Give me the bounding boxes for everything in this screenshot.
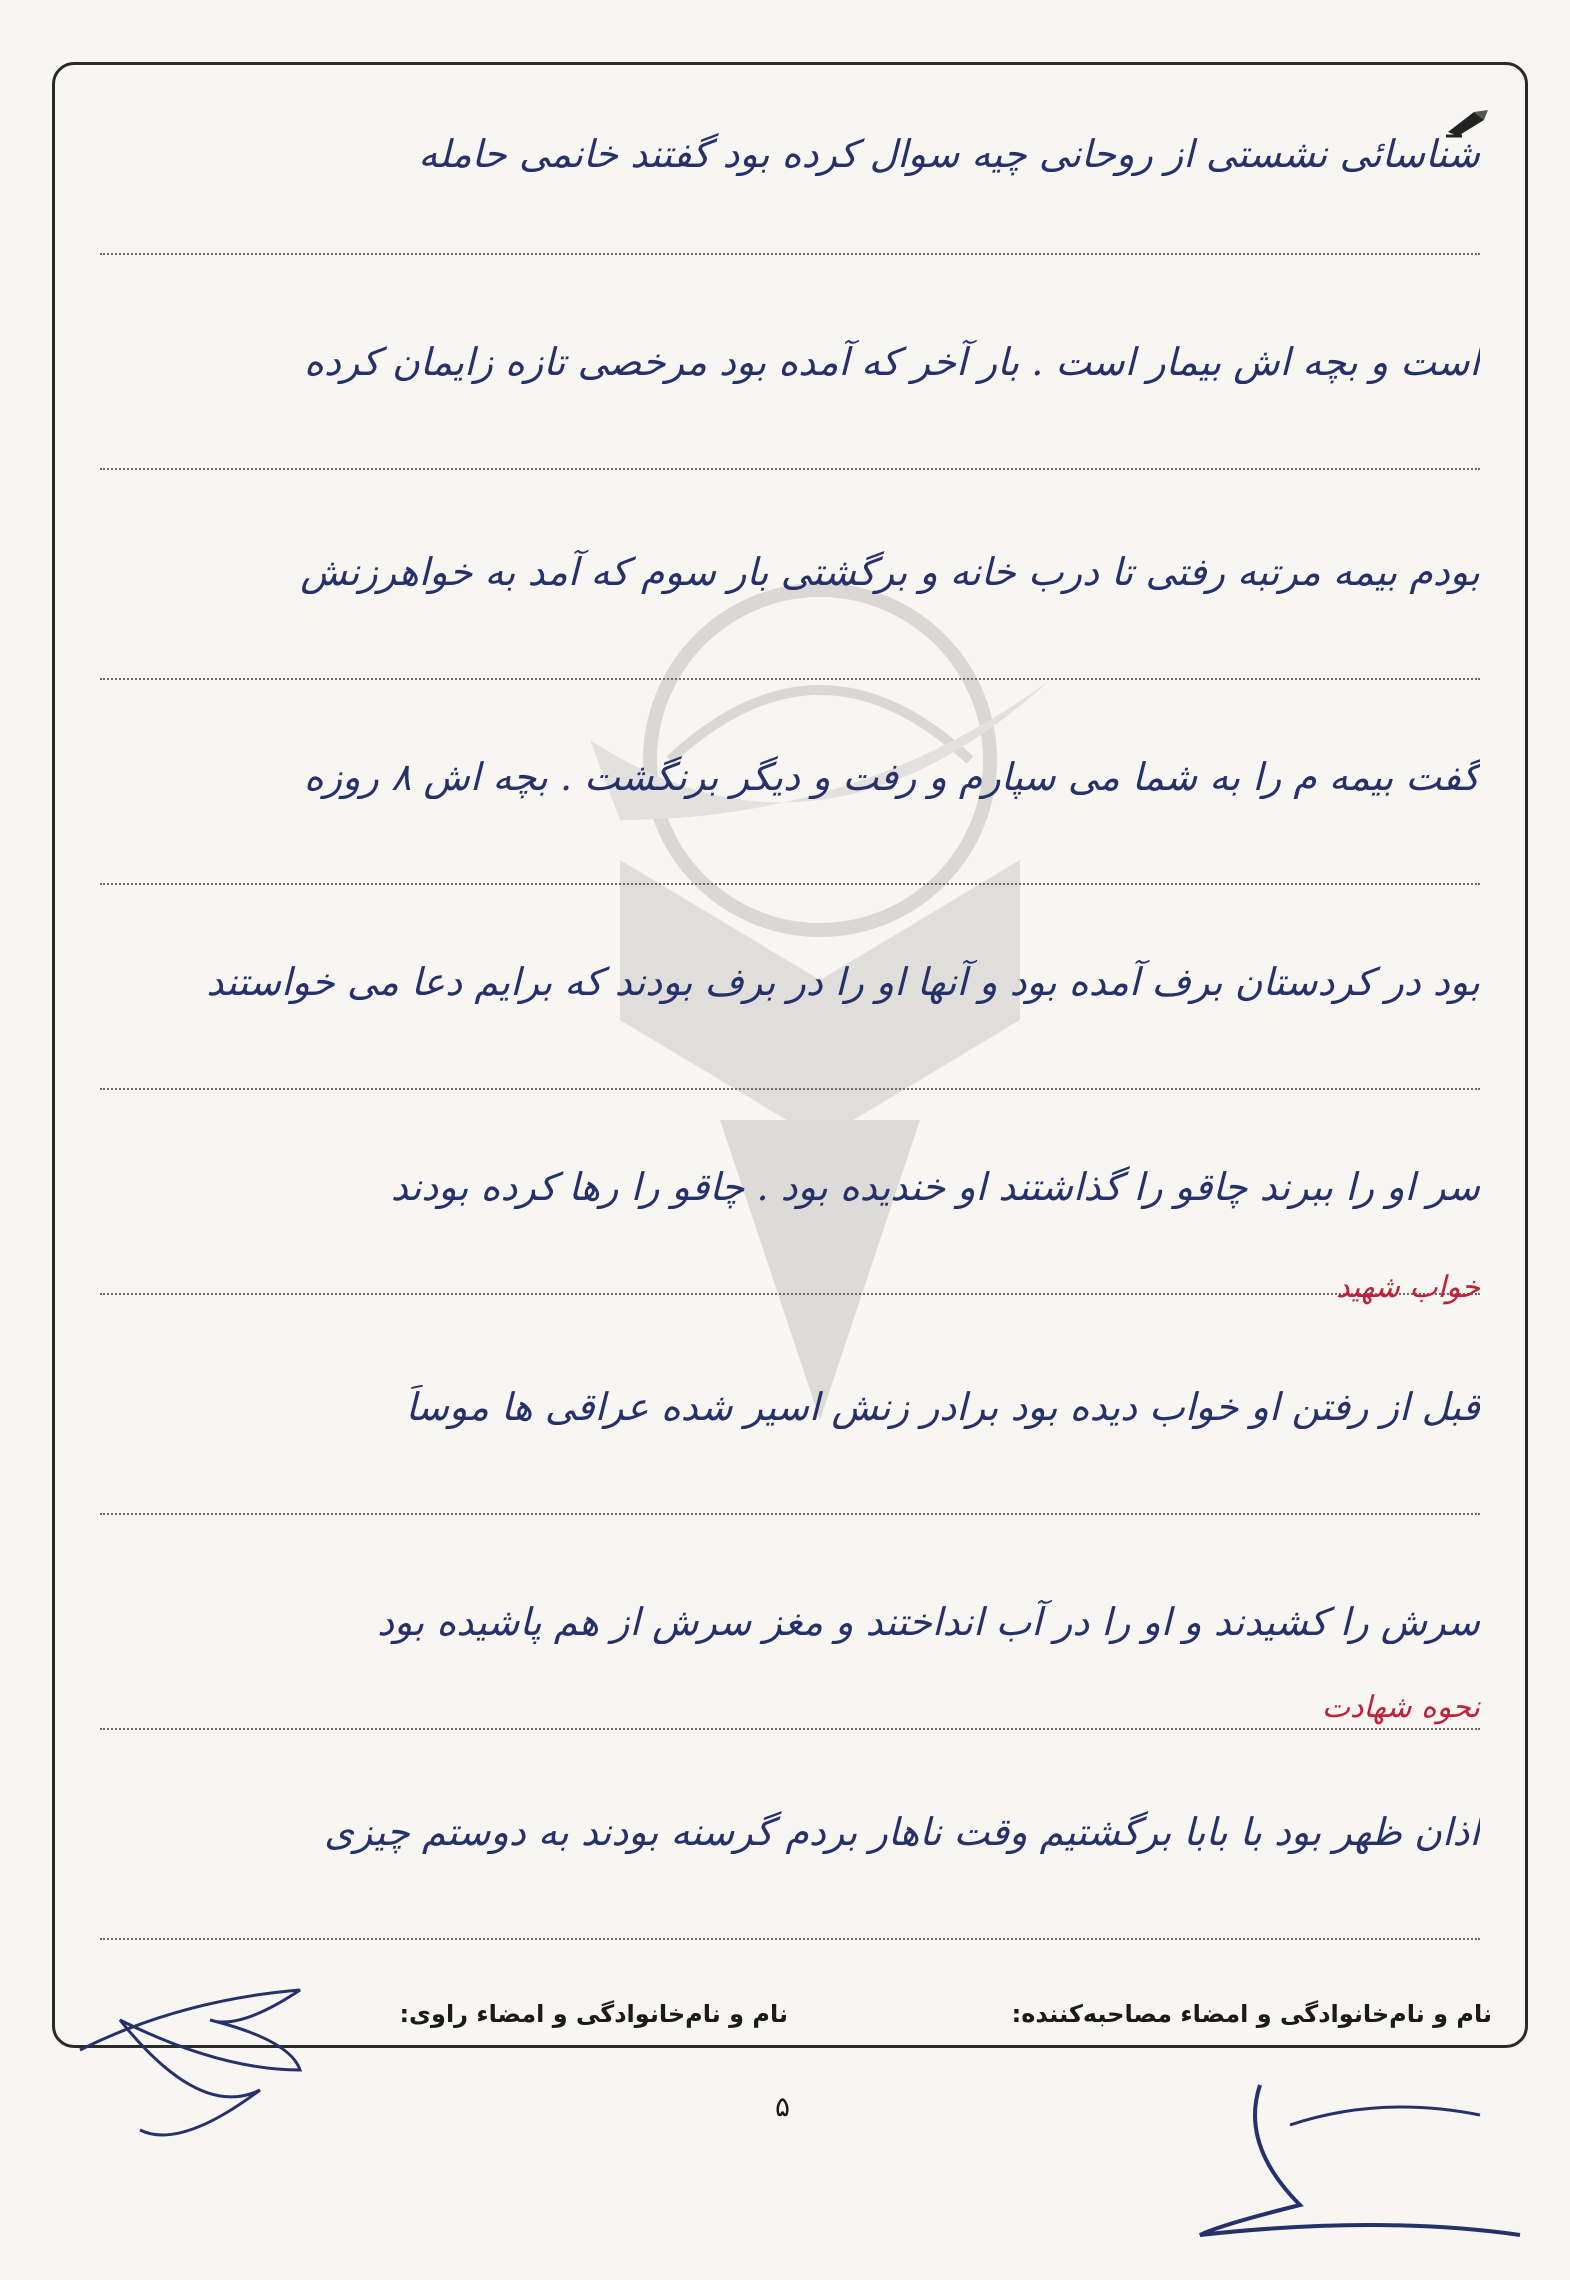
interviewer-signature <box>1180 2065 1540 2255</box>
handwritten-line <box>100 1125 1480 1235</box>
handwritten-line <box>100 920 1480 1030</box>
rule <box>100 1728 1480 1730</box>
rule <box>100 678 1480 680</box>
line-text: قبل از رفتن او خواب دیده بود برادر زنش اسیر شده عراقی ها موساً <box>405 1385 1480 1429</box>
dream-annotation: خواب شهید <box>1336 1270 1480 1305</box>
narrator-label: نام و نام‌خانوادگی و امضاء راوی: <box>399 2000 788 2028</box>
page-number: ۵ <box>775 2090 791 2123</box>
rule <box>100 1513 1480 1515</box>
rule <box>100 468 1480 470</box>
line-text: اذان ظهر بود با بابا برگشتیم وقت ناهار بردم گرسنه بودند به دوستم چیزی <box>324 1810 1480 1854</box>
rule <box>100 883 1480 885</box>
interviewer-label: نام و نام‌خانوادگی و امضاء مصاحبه‌کننده: <box>1011 2000 1492 2028</box>
rule <box>100 1293 1480 1295</box>
handwritten-line <box>100 510 1480 620</box>
handwritten-line <box>100 1560 1480 1670</box>
rule <box>100 1088 1480 1090</box>
line-text: شناسائی نشستی از روحانی چیه سوال کرده بود گفتند خانمی حامله <box>418 132 1480 176</box>
narrator-signature <box>60 1960 320 2160</box>
line-text: بود در کردستان برف آمده بود و آنها او را در برف بودند که برایم دعا می خواستند <box>206 960 1480 1004</box>
rule <box>100 253 1480 255</box>
rule <box>100 1938 1480 1940</box>
line-text: بودم بیمه مرتبه رفتی تا درب خانه و برگشتی بار سوم که آمد به خواهرزنش <box>300 550 1480 594</box>
martyrdom-annotation: نحوه شهادت <box>1321 1690 1480 1725</box>
handwritten-line <box>100 715 1480 825</box>
line-text: است و بچه اش بیمار است . بار آخر که آمده بود مرخصی تازه زایمان کرده <box>304 340 1480 384</box>
dotted-rule <box>100 155 1480 255</box>
handwritten-line <box>100 1345 1480 1455</box>
handwritten-line <box>100 300 1480 410</box>
line-text: گفت بیمه م را به شما می سپارم و رفت و دیگر برنگشت . بچه اش ۸ روزه <box>303 755 1480 799</box>
handwritten-line <box>100 1770 1480 1880</box>
line-text: سرش را کشیدند و او را در آب انداختند و مغز سرش از هم پاشیده بود <box>377 1600 1480 1644</box>
line-text: سر او را ببرند چاقو را گذاشتند او خندیده بود . چاقو را رها کرده بودند <box>390 1165 1480 1209</box>
